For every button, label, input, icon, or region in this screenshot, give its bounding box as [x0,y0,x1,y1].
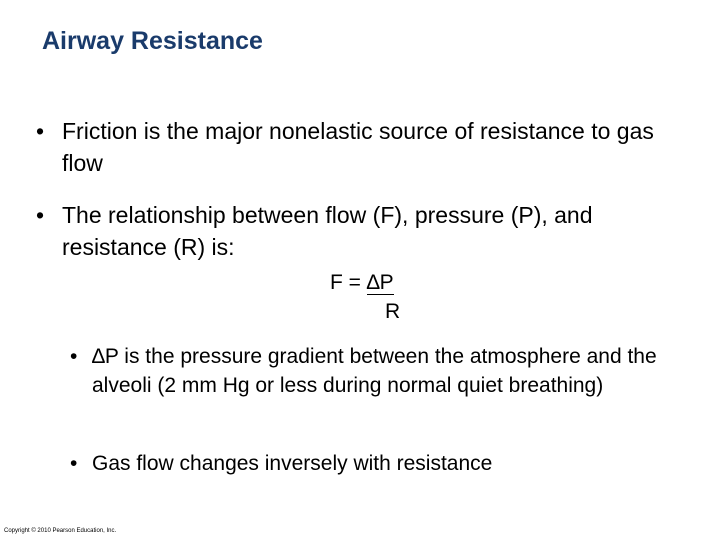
sub-bullet-marker: • [70,345,78,368]
slide-title: Airway Resistance [42,27,263,55]
copyright-footer: Copyright © 2010 Pearson Education, Inc. [4,528,117,534]
bullet-text: The relationship between flow (F), pressure (P), and resistance (R) is: [62,202,593,260]
bullet-marker: • [36,202,45,228]
formula-denominator: R [385,300,401,323]
sub-bullet-item [70,449,670,478]
bullet-marker: • [36,118,45,144]
sub-bullet-text: ∆P is the pressure gradient between the atmosphere and the alveoli (2 mm Hg or less during normal quiet breathing) [92,345,657,397]
bullet-item [36,115,676,179]
formula-lhs: F = [330,271,367,294]
sub-bullet-text: Gas flow changes inversely with resistance [92,452,493,475]
formula-numerator: ∆P [366,271,394,294]
sub-bullet-item [70,342,670,400]
bullet-text: Friction is the major nonelastic source of resistance to gas flow [62,118,654,176]
resistance-formula [330,270,401,323]
sub-bullet-marker: • [70,452,78,475]
bullet-item [36,199,696,263]
